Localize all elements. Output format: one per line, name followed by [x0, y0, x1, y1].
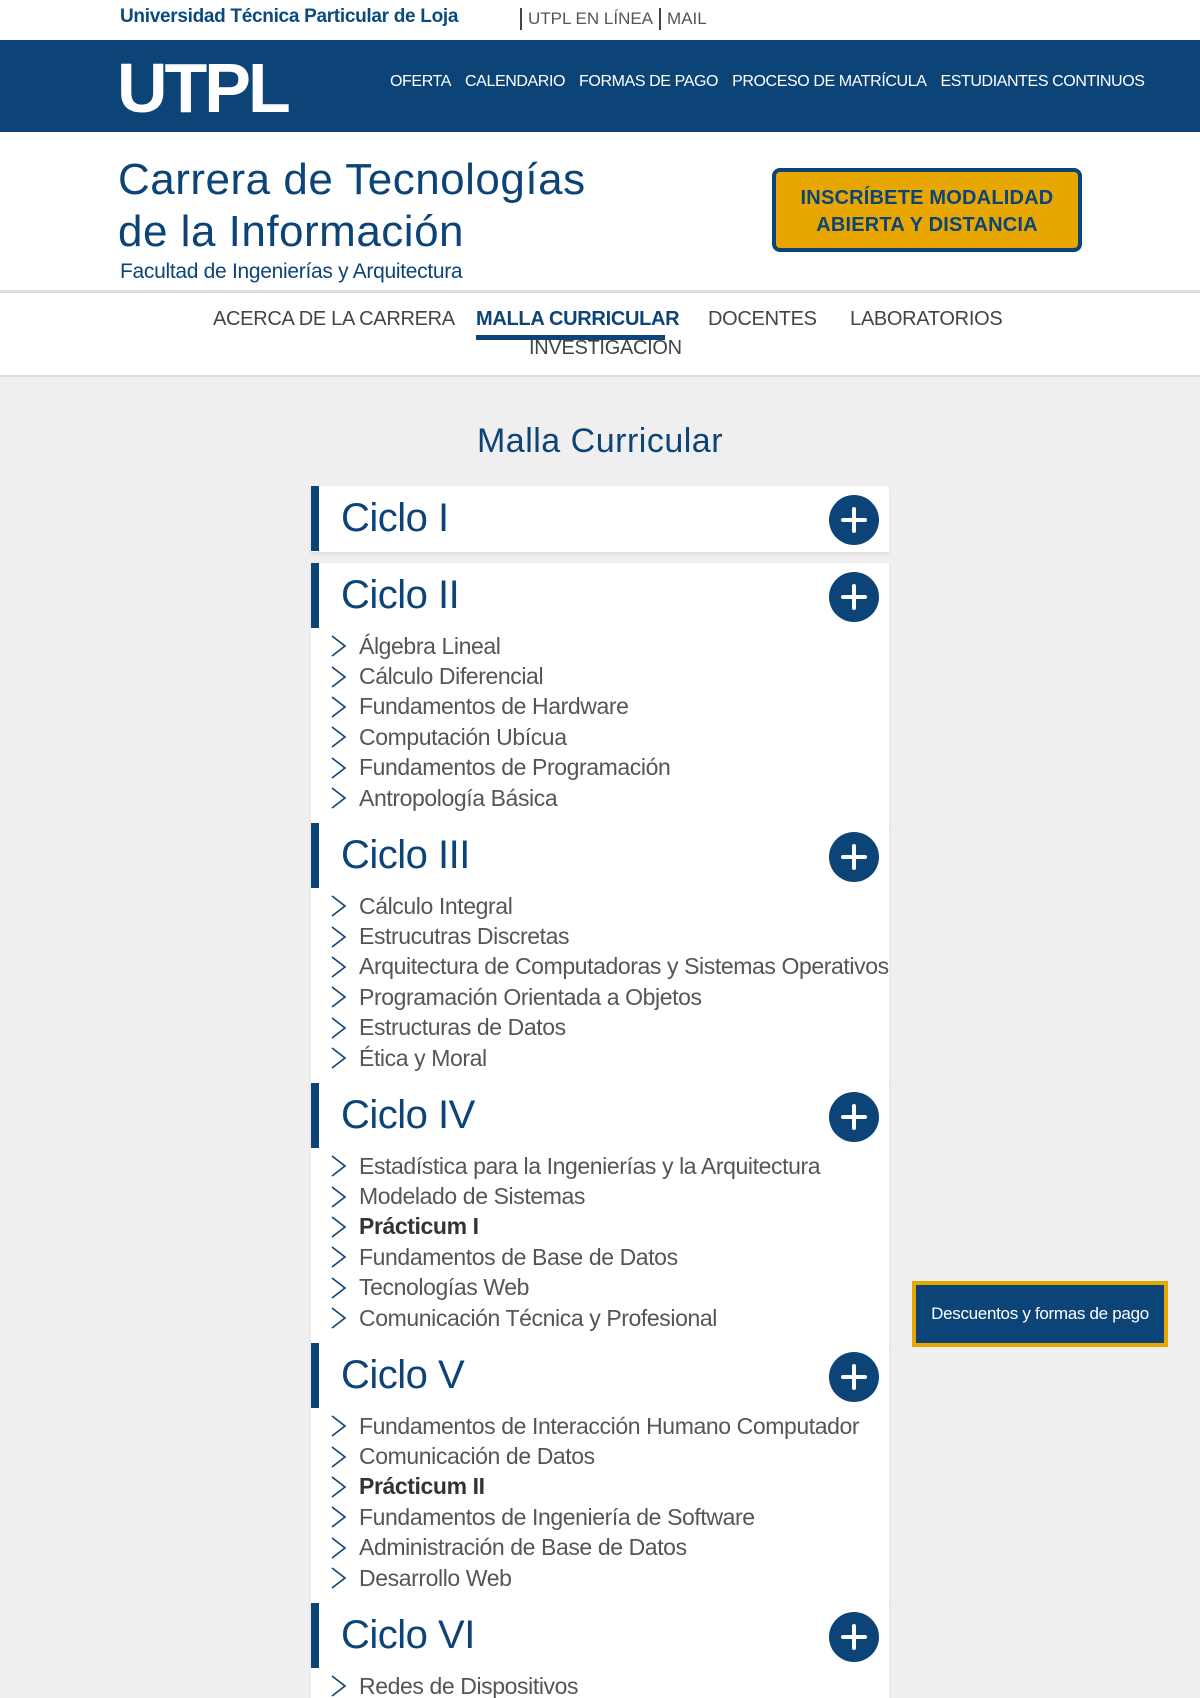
subject-item[interactable] [329, 982, 889, 1012]
subject-item[interactable] [329, 1013, 889, 1043]
chevron-right-icon [329, 1214, 349, 1240]
sub-navigation [0, 293, 1200, 377]
subject-item[interactable] [329, 631, 670, 661]
chevron-right-icon [329, 694, 349, 720]
subject-label: Fundamentos de Ingeniería de Software [359, 1503, 755, 1530]
subject-item[interactable] [329, 1563, 859, 1593]
subject-label: Computación Ubícua [359, 723, 567, 750]
cycle-title[interactable]: Ciclo I [341, 496, 449, 540]
tab-laboratorios[interactable]: LABORATORIOS [850, 308, 1003, 330]
chevron-right-icon [329, 1474, 349, 1500]
subject-label: Álgebra Lineal [359, 632, 501, 659]
subject-item[interactable] [329, 1043, 889, 1073]
chevron-right-icon [329, 755, 349, 781]
chevron-right-icon [329, 893, 349, 919]
subject-list [329, 1671, 578, 1698]
chevron-right-icon [329, 984, 349, 1010]
chevron-right-icon [329, 1565, 349, 1591]
subject-label: Redes de Dispositivos [359, 1672, 579, 1698]
nav-estudiantes-continuos[interactable]: ESTUDIANTES CONTINUOS [940, 73, 1145, 90]
subject-item[interactable] [329, 1273, 820, 1303]
cycle-title[interactable]: Ciclo V [341, 1353, 465, 1397]
subject-label: Fundamentos de Base de Datos [359, 1243, 678, 1270]
chevron-right-icon [329, 724, 349, 750]
subject-label: Fundamentos de Hardware [359, 693, 629, 720]
descuentos-button[interactable]: Descuentos y formas de pago [912, 1281, 1168, 1347]
subject-label: Programación Orientada a Objetos [359, 983, 702, 1010]
section-title: Malla Curricular [476, 422, 724, 460]
chevron-right-icon [329, 1504, 349, 1530]
subject-item[interactable] [329, 1242, 820, 1272]
cycle-title[interactable]: Ciclo II [341, 573, 460, 617]
subject-item[interactable] [329, 1411, 859, 1441]
subject-list [329, 631, 670, 813]
university-name[interactable]: Universidad Técnica Particular de Loja [120, 6, 459, 27]
tab-acerca-de-la-carrera[interactable]: ACERCA DE LA CARRERA [213, 308, 455, 330]
subject-item[interactable] [329, 783, 670, 813]
expand-plus-icon[interactable] [829, 495, 879, 545]
chevron-right-icon [329, 664, 349, 690]
subject-list [329, 1411, 859, 1593]
subject-item[interactable] [329, 921, 889, 951]
chevron-right-icon [329, 1673, 349, 1698]
nav-formas-de-pago[interactable]: FORMAS DE PAGO [579, 73, 719, 90]
subject-label: Modelado de Sistemas [359, 1183, 585, 1210]
subject-label: Cálculo Integral [359, 892, 513, 919]
inscribete-button[interactable]: INSCRÍBETE MODALIDAD ABIERTA Y DISTANCIA [772, 168, 1082, 252]
subject-item[interactable] [329, 1181, 820, 1211]
utpl-logo[interactable]: UTPL [117, 49, 288, 127]
subject-item[interactable] [329, 1151, 820, 1181]
expand-plus-icon[interactable] [829, 1352, 879, 1402]
chevron-right-icon [329, 1184, 349, 1210]
cycle-panel [311, 1083, 889, 1346]
expand-plus-icon[interactable] [829, 1612, 879, 1662]
subject-item[interactable] [329, 753, 670, 783]
nav-proceso-de-matricula[interactable]: PROCESO DE MATRÍCULA [732, 73, 927, 90]
cycle-panel [311, 486, 889, 552]
subject-label: Cálculo Diferencial [359, 663, 544, 690]
subject-item[interactable] [329, 891, 889, 921]
subject-label: Estadística para la Ingenierías y la Arquitectura [359, 1152, 821, 1179]
subject-label: Tecnologías Web [359, 1274, 530, 1301]
subject-label: Estructuras de Datos [359, 1014, 566, 1041]
subject-item[interactable] [329, 1303, 820, 1333]
subject-item[interactable] [329, 1671, 578, 1698]
cycle-accent-bar [311, 823, 319, 888]
top-bar [0, 0, 1200, 40]
cycle-accent-bar [311, 1343, 319, 1408]
subject-item[interactable] [329, 722, 670, 752]
expand-plus-icon[interactable] [829, 1092, 879, 1142]
subject-label: Arquitectura de Computadoras y Sistemas Operativos [359, 953, 889, 980]
nav-oferta[interactable]: OFERTA [390, 73, 452, 90]
tab-investigacion[interactable]: INVESTIGACIÓN [529, 337, 682, 359]
subject-label: Prácticum II [359, 1473, 485, 1500]
main-nav [390, 73, 1145, 91]
main-navbar [0, 40, 1200, 132]
subject-label: Administración de Base de Datos [359, 1534, 687, 1561]
chevron-right-icon [329, 1275, 349, 1301]
cycle-accent-bar [311, 1083, 319, 1148]
chevron-right-icon [329, 785, 349, 811]
subject-item[interactable] [329, 661, 670, 691]
cycle-panel [311, 1343, 889, 1606]
cycle-title[interactable]: Ciclo III [341, 833, 470, 877]
expand-plus-icon[interactable] [829, 572, 879, 622]
subject-item[interactable] [329, 952, 889, 982]
subject-item[interactable] [329, 1533, 859, 1563]
subject-label: Comunicación de Datos [359, 1443, 595, 1470]
page-title: Carrera de Tecnologías de la Información [118, 155, 586, 256]
cycle-panel [311, 563, 889, 826]
subject-item[interactable] [329, 1441, 859, 1471]
subject-list [329, 1151, 820, 1333]
nav-calendario[interactable]: CALENDARIO [465, 73, 566, 90]
expand-plus-icon[interactable] [829, 832, 879, 882]
subject-item[interactable] [329, 1212, 820, 1242]
cycle-title[interactable]: Ciclo IV [341, 1093, 475, 1137]
chevron-right-icon [329, 954, 349, 980]
subject-label: Desarrollo Web [359, 1564, 512, 1591]
chevron-right-icon [329, 1305, 349, 1331]
tab-malla-curricular[interactable]: MALLA CURRICULAR [476, 308, 680, 330]
cycle-accent-bar [311, 1603, 319, 1668]
utpl-en-linea-link[interactable]: UTPL EN LÍNEA [528, 9, 654, 28]
chevron-right-icon [329, 924, 349, 950]
cycle-accent-bar [311, 486, 319, 551]
chevron-right-icon [329, 633, 349, 659]
subject-label: Estrucutras Discretas [359, 923, 570, 950]
chevron-right-icon [329, 1045, 349, 1071]
chevron-right-icon [329, 1244, 349, 1270]
subject-item[interactable] [329, 1472, 859, 1502]
chevron-right-icon [329, 1153, 349, 1179]
top-links [520, 8, 707, 30]
subject-label: Prácticum I [359, 1213, 479, 1240]
tab-docentes[interactable]: DOCENTES [708, 308, 817, 330]
chevron-right-icon [329, 1015, 349, 1041]
subject-item[interactable] [329, 1502, 859, 1532]
page-header [0, 132, 1200, 292]
cycle-title[interactable]: Ciclo VI [341, 1613, 475, 1657]
cycle-accent-bar [311, 563, 319, 628]
subject-list [329, 891, 889, 1073]
cycle-panel [311, 1603, 889, 1698]
cycle-panel [311, 823, 889, 1086]
chevron-right-icon [329, 1444, 349, 1470]
chevron-right-icon [329, 1413, 349, 1439]
subject-label: Ética y Moral [359, 1044, 487, 1071]
chevron-right-icon [329, 1535, 349, 1561]
subject-label: Fundamentos de Interacción Humano Computador [359, 1412, 860, 1439]
subject-label: Fundamentos de Programación [359, 754, 671, 781]
faculty-name: Facultad de Ingenierías y Arquitectura [120, 260, 463, 283]
subject-item[interactable] [329, 692, 670, 722]
subject-label: Antropología Básica [359, 784, 558, 811]
subject-label: Comunicación Técnica y Profesional [359, 1304, 717, 1331]
mail-link[interactable]: MAIL [667, 9, 707, 28]
